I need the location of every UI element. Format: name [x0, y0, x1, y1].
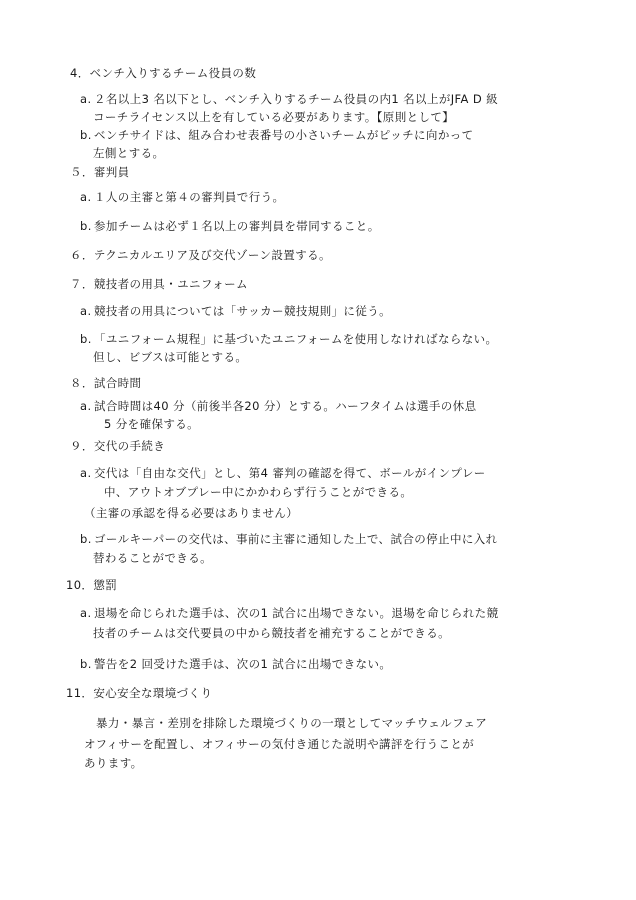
- item-text-line: （主審の承認を得る必要はありません）: [84, 506, 299, 520]
- section-heading: [70, 276, 248, 292]
- section-title: 競技者の用具・ユニフォーム: [93, 277, 248, 291]
- list-item: [80, 465, 486, 481]
- section-number: 10．: [66, 578, 94, 592]
- item-marker: a.: [80, 190, 92, 204]
- section-number: 11．: [66, 686, 94, 700]
- item-marker: a.: [80, 304, 92, 318]
- section-heading: [70, 247, 331, 263]
- list-item: [80, 91, 498, 107]
- paragraph-line: あります。: [84, 756, 143, 770]
- item-text-line: 中、アウトオブプレー中にかかわらず行うことができる。: [104, 485, 413, 499]
- section-number: ５．: [70, 165, 94, 179]
- section-title: 審判員: [93, 165, 130, 179]
- section-title: 試合時間: [93, 376, 142, 390]
- item-marker: a.: [80, 606, 92, 620]
- section-number: ９．: [70, 439, 94, 453]
- list-item: [80, 605, 498, 621]
- item-text: 競技者の用具については「サッカー競技規則」に従う。: [94, 304, 392, 318]
- item-text: １人の主審と第４の審判員で行う。: [94, 190, 285, 204]
- section-number: 4．: [70, 66, 90, 80]
- list-item: [80, 656, 391, 672]
- item-text: 退場を命じられた選手は、次の1 試合に出場できない。退場を命じられた競: [94, 606, 499, 620]
- item-marker: a.: [80, 466, 92, 480]
- item-marker: b.: [80, 219, 92, 233]
- section-title: 安心安全な環境づくり: [93, 686, 213, 700]
- section-title: 懲罰: [93, 578, 118, 592]
- item-text-line: 但し、ビブスは可能とする。: [93, 350, 248, 364]
- list-item: [80, 127, 474, 143]
- list-item: [80, 531, 498, 547]
- section-title: ベンチ入りするチーム役員の数: [89, 66, 257, 80]
- item-marker: a.: [80, 92, 92, 106]
- section-heading: [66, 685, 212, 701]
- item-marker: b.: [80, 128, 92, 142]
- item-text: ベンチサイドは、組み合わせ表番号の小さいチームがピッチに向かって: [94, 128, 474, 142]
- item-text: 試合時間は40 分（前後半各20 分）とする。ハーフタイムは選手の休息: [94, 399, 477, 413]
- item-text-line: 技者のチームは交代要員の中から競技者を補充することができる。: [93, 626, 450, 640]
- section-number: ８．: [70, 376, 94, 390]
- item-text: 参加チームは必ず１名以上の審判員を帯同すること。: [94, 219, 380, 233]
- list-item: [80, 331, 497, 347]
- paragraph-line: オフィサーを配置し、オフィサーの気付き通じた説明や講評を行うことが: [84, 737, 475, 751]
- item-marker: b.: [80, 532, 92, 546]
- section-title: 交代の手続き: [93, 439, 166, 453]
- section-heading: [70, 375, 141, 391]
- item-text-line: 替わることができる。: [93, 551, 212, 565]
- paragraph-line: 暴力・暴言・差別を排除した環境づくりの一環としてマッチウェルフェア: [96, 716, 488, 730]
- section-heading: [70, 438, 165, 454]
- section-heading: [66, 577, 117, 593]
- item-text: ２名以上3 名以下とし、ベンチ入りするチーム役員の内1 名以上がJFA D 級: [94, 92, 499, 106]
- item-text: 「ユニフォーム規程」に基づいたユニフォームを使用しなければならない。: [94, 332, 498, 346]
- item-marker: b.: [80, 657, 92, 671]
- list-item: [80, 218, 380, 234]
- item-text: 交代は「自由な交代」とし、第4 審判の確認を得て、ボールがインプレー: [94, 466, 486, 480]
- section-number: ６．: [70, 248, 94, 262]
- section-heading: [70, 65, 256, 81]
- item-text-line: 5 分を確保する。: [104, 417, 200, 431]
- list-item: [80, 303, 391, 319]
- list-item: [80, 398, 476, 414]
- item-text-line: 左側とする。: [93, 146, 165, 160]
- section-heading: [70, 164, 130, 180]
- item-marker: b.: [80, 332, 92, 346]
- item-text: 警告を2 回受けた選手は、次の1 試合に出場できない。: [94, 657, 392, 671]
- section-title: テクニカルエリア及び交代ゾーン設置する。: [93, 248, 331, 262]
- list-item: [80, 189, 284, 205]
- section-number: ７．: [70, 277, 94, 291]
- item-text: ゴールキーパーの交代は、事前に主審に通知した上で、試合の停止中に入れ: [94, 532, 498, 546]
- item-marker: a.: [80, 399, 92, 413]
- item-text-line: コーチライセンス以上を有している必要があります。【原則として】: [93, 110, 455, 124]
